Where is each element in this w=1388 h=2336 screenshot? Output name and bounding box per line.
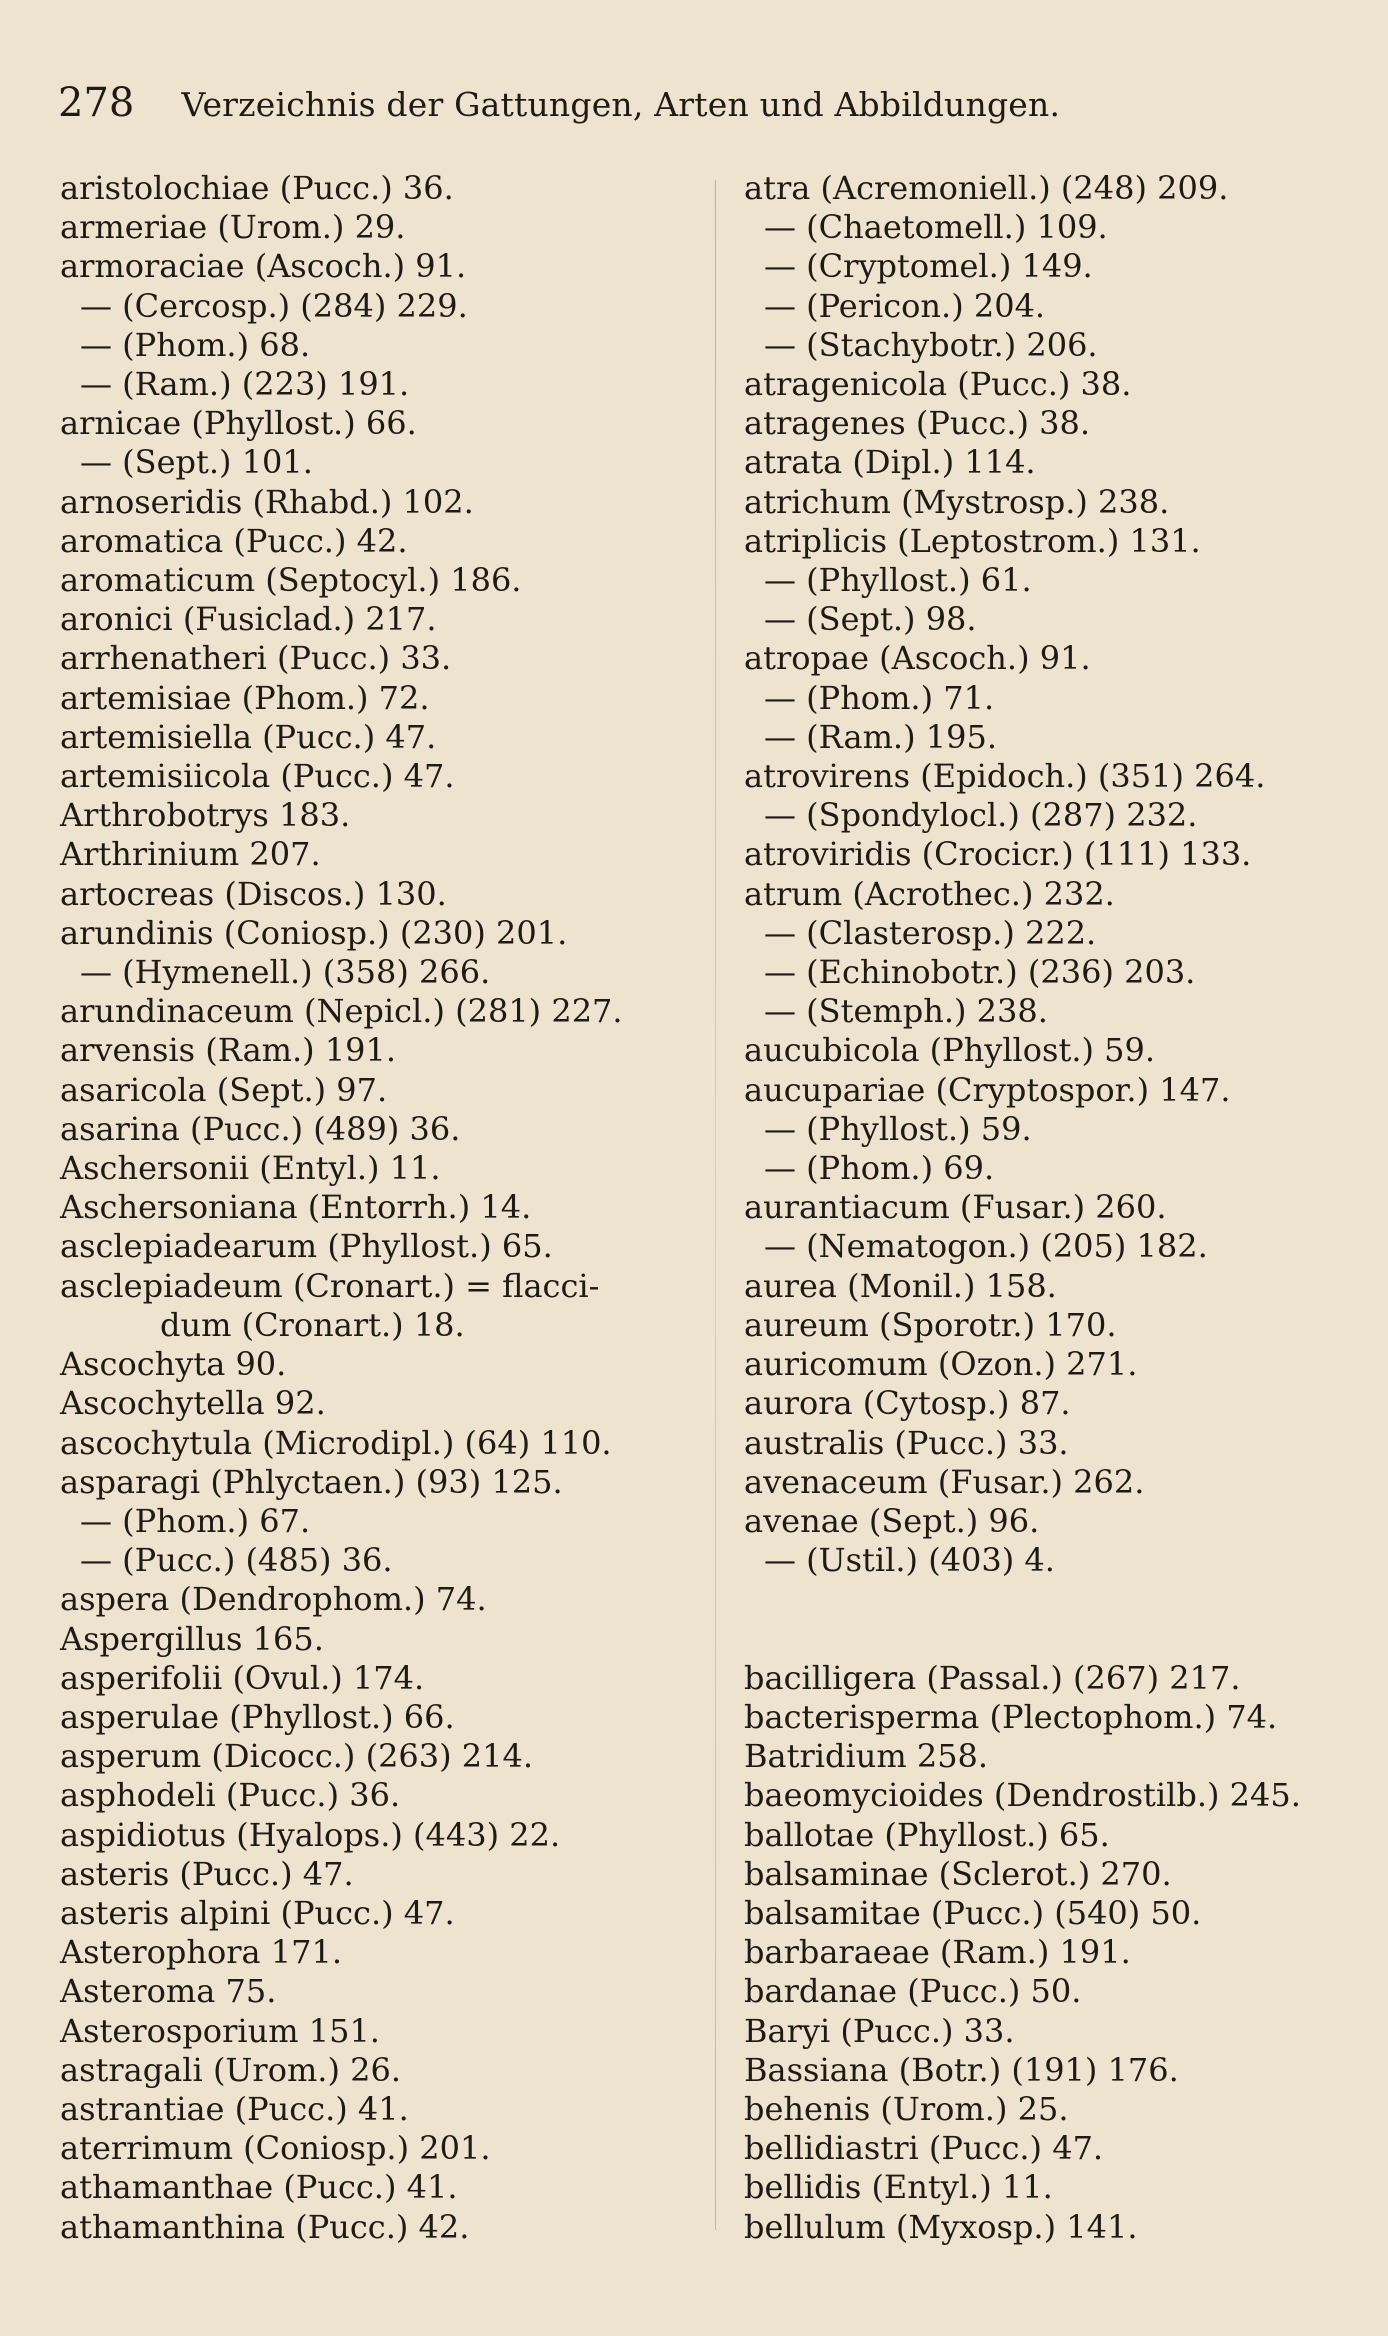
index-entry: aromaticum (Septocyl.) 186.: [60, 561, 522, 600]
index-entry: — (Ustil.) (403) 4.: [764, 1541, 1055, 1580]
index-entry: bellidis (Entyl.) 11.: [744, 2168, 1053, 2207]
index-entry: Batridium 258.: [744, 1737, 989, 1776]
index-entry: astrantiae (Pucc.) 41.: [60, 2089, 409, 2128]
index-entry: atrichum (Mystrosp.) 238.: [744, 482, 1170, 521]
index-entry: aucupariae (Cryptospor.) 147.: [744, 1070, 1231, 1109]
index-entry: arundinaceum (Nepicl.) (281) 227.: [60, 992, 623, 1031]
index-entry: asperifolii (Ovul.) 174.: [60, 1658, 425, 1697]
column-divider: [715, 180, 716, 2230]
index-entry: — (Phyllost.) 59.: [764, 1109, 1032, 1148]
right-index-column: [744, 169, 1364, 2247]
index-entry: asperum (Dicocc.) (263) 214.: [60, 1737, 534, 1776]
index-entry: asteris alpini (Pucc.) 47.: [60, 1893, 455, 1932]
index-entry: — (Stachybotr.) 206.: [764, 325, 1098, 364]
index-entry: athamanthina (Pucc.) 42.: [60, 2207, 470, 2246]
index-entry: atra (Acremoniell.) (248) 209.: [744, 169, 1229, 207]
index-entry: — (Phom.) 68.: [80, 325, 311, 364]
running-title: Verzeichnis der Gattungen, Arten und Abbildungen.: [181, 85, 1061, 124]
index-entry: aspera (Dendrophom.) 74.: [60, 1580, 487, 1619]
page-header: [58, 80, 1158, 140]
index-entry: — (Phyllost.) 61.: [764, 561, 1032, 600]
index-entry: — (Phom.) 69.: [764, 1149, 995, 1188]
index-entry: Ascochyta 90.: [60, 1345, 287, 1384]
index-entry: — (Sept.) 101.: [80, 443, 313, 482]
index-entry: Arthrinium 207.: [60, 835, 321, 874]
index-entry: bardanae (Pucc.) 50.: [744, 1972, 1082, 2011]
index-entry: balsamitae (Pucc.) (540) 50.: [744, 1893, 1202, 1932]
index-entry: — (Hymenell.) (358) 266.: [80, 953, 491, 992]
index-entry: aristolochiae (Pucc.) 36.: [60, 169, 454, 207]
index-entry: behenis (Urom.) 25.: [744, 2089, 1069, 2128]
index-entry: artemisiicola (Pucc.) 47.: [60, 757, 455, 796]
index-entry: bacilligera (Passal.) (267) 217.: [744, 1658, 1241, 1697]
index-entry: baeomycioides (Dendrostilb.) 245.: [744, 1776, 1301, 1815]
index-entry: asteris (Pucc.) 47.: [60, 1854, 354, 1893]
index-entry: — (Pericon.) 204.: [764, 286, 1046, 325]
index-entry: atragenicola (Pucc.) 38.: [744, 365, 1132, 404]
index-entry: ballotae (Phyllost.) 65.: [744, 1815, 1110, 1854]
index-entry: Aspergillus 165.: [60, 1619, 324, 1658]
index-entry: — (Sept.) 98.: [764, 600, 977, 639]
index-entry: atragenes (Pucc.) 38.: [744, 404, 1091, 443]
index-entry: asclepiadeum (Cronart.) = flacci-: [60, 1266, 600, 1305]
index-entry: aucubicola (Phyllost.) 59.: [744, 1031, 1156, 1070]
index-entry: Ascochytella 92.: [60, 1384, 326, 1423]
index-entry: aurea (Monil.) 158.: [744, 1266, 1057, 1305]
index-entry: asparagi (Phlyctaen.) (93) 125.: [60, 1462, 563, 1501]
index-entry: arvensis (Ram.) 191.: [60, 1031, 397, 1070]
index-entry: atroviridis (Crocicr.) (111) 133.: [744, 835, 1252, 874]
index-entry: [744, 1620, 1364, 1659]
index-entry: arrhenatheri (Pucc.) 33.: [60, 639, 452, 678]
index-entry: arnicae (Phyllost.) 66.: [60, 404, 417, 443]
index-entry: atrum (Acrothec.) 232.: [744, 874, 1115, 913]
index-entry: Asteroma 75.: [60, 1972, 277, 2011]
index-entry: avenaceum (Fusar.) 262.: [744, 1462, 1145, 1501]
index-entry: — (Cryptomel.) 149.: [764, 247, 1093, 286]
index-entry: athamanthae (Pucc.) 41.: [60, 2168, 458, 2207]
index-entry: asphodeli (Pucc.) 36.: [60, 1776, 401, 1815]
index-entry: — (Ram.) (223) 191.: [80, 365, 410, 404]
left-index-column: [60, 169, 700, 2247]
index-entry: astragali (Urom.) 26.: [60, 2050, 402, 2089]
index-entry: — (Phom.) 67.: [80, 1501, 311, 1540]
index-entry: — (Chaetomell.) 109.: [764, 208, 1108, 247]
index-entry: aterrimum (Coniosp.) 201.: [60, 2129, 491, 2168]
index-entry: artemisiae (Phom.) 72.: [60, 678, 430, 717]
index-entry: aromatica (Pucc.) 42.: [60, 521, 408, 560]
index-entry: bellulum (Myxosp.) 141.: [744, 2207, 1138, 2246]
index-entry: asperulae (Phyllost.) 66.: [60, 1697, 455, 1736]
index-entry: atrata (Dipl.) 114.: [744, 443, 1036, 482]
index-entry: ascochytula (Microdipl.) (64) 110.: [60, 1423, 612, 1462]
index-entry: — (Spondylocl.) (287) 232.: [764, 796, 1198, 835]
index-entry: balsaminae (Sclerot.) 270.: [744, 1854, 1172, 1893]
index-entry: [744, 1580, 1364, 1619]
page-number: 278: [58, 80, 135, 126]
index-entry: aurantiacum (Fusar.) 260.: [744, 1188, 1167, 1227]
index-entry: aspidiotus (Hyalops.) (443) 22.: [60, 1815, 561, 1854]
index-entry: Asterosporium 151.: [60, 2011, 380, 2050]
index-entry: — (Nematogon.) (205) 182.: [764, 1227, 1208, 1266]
index-entry: avenae (Sept.) 96.: [744, 1501, 1040, 1540]
index-entry: — (Clasterosp.) 222.: [764, 913, 1097, 952]
index-entry: Baryi (Pucc.) 33.: [744, 2011, 1015, 2050]
index-entry: aronici (Fusiclad.) 217.: [60, 600, 437, 639]
index-entry: atriplicis (Leptostrom.) 131.: [744, 521, 1201, 560]
index-entry: — (Pucc.) (485) 36.: [80, 1541, 393, 1580]
index-entry: Aschersonii (Entyl.) 11.: [60, 1149, 441, 1188]
index-entry: asaricola (Sept.) 97.: [60, 1070, 388, 1109]
index-entry: asclepiadearum (Phyllost.) 65.: [60, 1227, 553, 1266]
index-entry: Asterophora 171.: [60, 1933, 343, 1972]
index-entry: — (Echinobotr.) (236) 203.: [764, 953, 1196, 992]
index-entry: — (Phom.) 71.: [764, 678, 995, 717]
index-entry: armeriae (Urom.) 29.: [60, 208, 406, 247]
index-entry: Bassiana (Botr.) (191) 176.: [744, 2050, 1179, 2089]
index-entry: arundinis (Coniosp.) (230) 201.: [60, 913, 568, 952]
index-entry: dum (Cronart.) 18.: [160, 1305, 465, 1344]
index-entry: barbaraeae (Ram.) 191.: [744, 1933, 1131, 1972]
index-entry: aurora (Cytosp.) 87.: [744, 1384, 1071, 1423]
index-entry: armoraciae (Ascoch.) 91.: [60, 247, 467, 286]
index-entry: bellidiastri (Pucc.) 47.: [744, 2129, 1104, 2168]
index-entry: atropae (Ascoch.) 91.: [744, 639, 1091, 678]
index-entry: asarina (Pucc.) (489) 36.: [60, 1109, 461, 1148]
index-entry: Aschersoniana (Entorrh.) 14.: [60, 1188, 532, 1227]
index-entry: artemisiella (Pucc.) 47.: [60, 717, 437, 756]
index-entry: aureum (Sporotr.) 170.: [744, 1305, 1117, 1344]
index-entry: — (Ram.) 195.: [764, 717, 997, 756]
index-entry: arnoseridis (Rhabd.) 102.: [60, 482, 474, 521]
index-entry: australis (Pucc.) 33.: [744, 1423, 1069, 1462]
index-entry: — (Stemph.) 238.: [764, 992, 1048, 1031]
index-entry: bacterisperma (Plectophom.) 74.: [744, 1697, 1278, 1736]
index-entry: artocreas (Discos.) 130.: [60, 874, 447, 913]
index-entry: Arthrobotrys 183.: [60, 796, 351, 835]
index-entry: — (Cercosp.) (284) 229.: [80, 286, 468, 325]
index-entry: atrovirens (Epidoch.) (351) 264.: [744, 757, 1266, 796]
index-entry: auricomum (Ozon.) 271.: [744, 1345, 1138, 1384]
